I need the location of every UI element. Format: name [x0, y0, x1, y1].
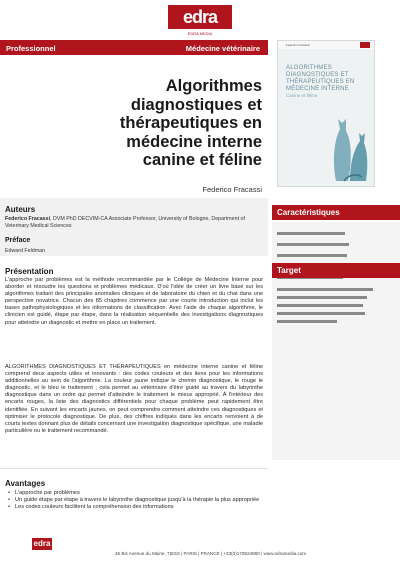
advantage-item: • Les codes couleurs facilitent la compréhension des informations	[15, 504, 263, 511]
characteristics-heading: Caractéristiques	[277, 208, 340, 217]
publisher-logo	[168, 3, 232, 37]
category-professional: Professionnel	[6, 44, 56, 53]
author-name: Federico Fracassi	[5, 216, 51, 222]
preface-heading: Préface	[5, 237, 31, 244]
target-block	[272, 280, 400, 332]
cover-title: ALGORITHMES DIAGNOSTIQUES ET THÉRAPEUTIQUES EN MÉDECINE INTERNE	[286, 65, 355, 92]
sidebar	[272, 205, 400, 540]
advantages-heading: Avantages	[5, 479, 46, 488]
book-author: Federico Fracassi	[202, 185, 262, 194]
cat-illustration	[278, 41, 374, 186]
authors-details	[5, 216, 263, 230]
preface-name: Edward Feldman	[5, 248, 46, 254]
target-header	[272, 263, 400, 278]
divider	[0, 468, 268, 469]
advantage-item: • L'approche par problèmes	[15, 490, 263, 497]
characteristics-header	[272, 205, 400, 220]
target-heading: Target	[277, 266, 301, 275]
cover-author: Federico Fracassi	[286, 43, 310, 47]
advantage-item: • Un guide étape par étape à travers le labyrinthe diagnostique jusqu'à la thérapie la plus appropriée	[15, 497, 263, 504]
book-cover	[277, 40, 375, 187]
footer-logo: edra	[33, 539, 51, 548]
logo-subtext: EDRA MEDIA	[187, 31, 213, 36]
characteristics-block	[272, 222, 400, 460]
category-bar	[0, 40, 268, 55]
category-veterinary: Médecine vétérinaire	[185, 44, 260, 53]
presentation-paragraph-2: ALGORITHMES DIAGNOSTIQUES ET THÉRAPEUTIQUES en médecine interne canine et féline comprend deux aspects utiles et innovants : des codes couleurs et des liens pour les informations additionnelles au sein de l'algorithme. La couleur jaune indique le chemin diagnostique, le rouge le diagnostic, et le bleu le traitement ; cela permet au vétérinaire d'être guidé au travers du labyrinthe diagnostique dans un ordre qui permet d'atteindre le traitement le mieux approprié. À l'intérieur des encarts rouges, la liste des diagnostics différentiels pour chaque problème peut rapidement être identifiée. En suivant les encarts jaunes, on peut comprendre comment atteindre ces diagnostiques et optimiser le protocole diagnostique. De plus, des chiffres indiqués dans les encarts renvoient à de courts textes donnant plus de détails concernant une investigation diagnostique spécifique, une maladie particulière ou le traitement recommandé.	[5, 364, 263, 434]
footer	[0, 535, 400, 566]
cover-subtitle: Canine et féline	[286, 93, 318, 98]
advantages-list	[5, 490, 263, 511]
presentation-heading: Présentation	[5, 267, 54, 276]
footer-address: 46 Bis Avenue du Maine, 75015 | PARIS | FRANCE | +33(0)170924880 | www.edramedia.com	[115, 551, 307, 556]
book-title: Algorithmes diagnostiques et thérapeutiques en médecine interne canine et féline	[119, 77, 262, 169]
author-affiliation: , DVM PhD DECVIM-CA Associate Professor, University of Bologne, Department of Veterinary Medical Sciences	[5, 216, 245, 229]
presentation-paragraph-1: L'approche par problèmes est la méthode recommandée par le Collège de Médecine Interne pour aborder et résoudre les questions et problèmes médicaux. D'où l'idée de créer un livre basé sur les algorithmes traitant des principales anomalies cliniques et de laboratoire du chien et du chat dans une perspective novatrice. Chacun des 85 chapitres commence par une courte introduction qui inclut les bases pathophysiologiques et les informations de classification. Avec l'aide de chaque algorithme, le clinicien est guidé, étape par étape, dans la réalisation séquentielle des investigations diagnostiques pour atteindre un diagnostic et mettre en place un traitement.	[5, 277, 263, 326]
authors-heading: Auteurs	[5, 205, 36, 214]
logo-text: edra	[182, 7, 218, 27]
